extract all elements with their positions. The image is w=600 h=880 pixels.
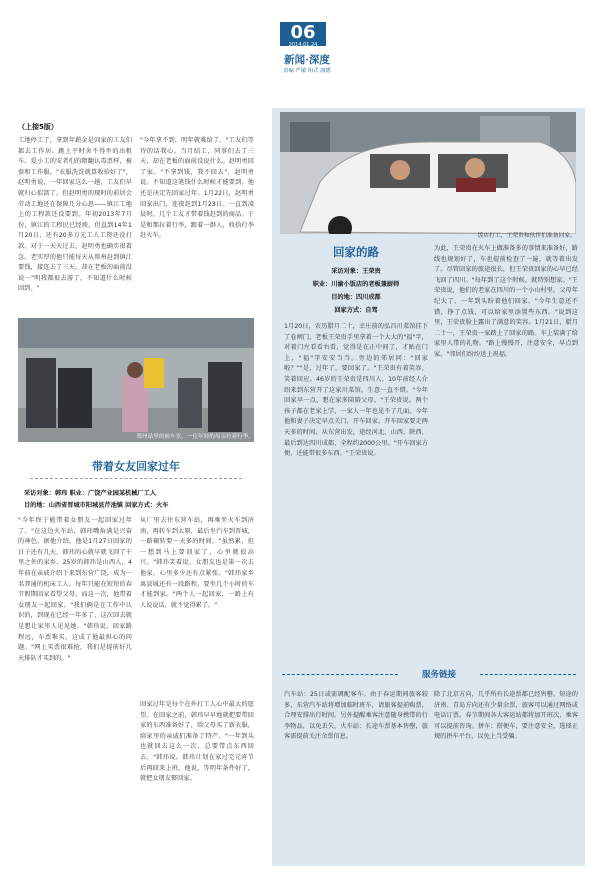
interview-info-line: 目的地：山西省晋城市阳城县芹池镇 回家方式：火车 [24, 502, 169, 509]
story-col2-text: 为此，王荣贵在火车上做准备多的事情来准备好，路线也规划好了，车也提前检查了一遍，就等着出发了。尽管回家的旅途很长，但王荣贵回家的心早已经飞回了四川。"每年到了这个时候，就特别想家。"王荣贵说，他们的老家在四川的一个小山村里，父母年纪大了，一年到头盼着他们回家。"今年生意还不错，挣了点钱，可以给家里添置些东西。"说到这里，王荣贵脸上露出了满意的笑容。1月21日，腊月二十一，王荣贵一家踏上了回家的路。车上装满了给家里人带的礼物。"路上慢慢开，注意安全，早点到家。"邻居们纷纷送上祝福。 [434, 245, 578, 358]
service-col1-text: 汽车站：25日或需调配客车。由于春运期间旅客较多，东营汽车站将增加临时班车，请旅客提前购票，合理安排出行时间。另外提醒乘客注意随身携带的行李物品，以免丢失。火车站：长途车票基本售罄，旅客需提前关注余票信息。 [284, 691, 428, 741]
divider [30, 478, 242, 480]
story-title: 回家的路 [333, 245, 379, 259]
continued-label: （上接5版） [18, 123, 58, 131]
train-station-photo [18, 318, 254, 442]
left-col2-text: "今年拿不到，明年就难给了。"工友们等待的话我心。当月结工，同事们去了三天，却在老板的面前没说什么。赵明勇回了家。"不拿到钱，我不回去"，赵明勇说。不知道这笔钱什么时候才能要到，他还是决定先回家过年。1月22日，赵明勇回家出门，连夜赶到1月23日。一直到凌晨时，几个工友才带着钱赶到的商品。于是和那拉着行李，跟着一群人，收拾行李赶火车。 [140, 137, 254, 240]
left-story-col3: 回家过年是每个在外打工人心中最大的愿望。在回家之前，韩玮早早地就把要带回家的东西准备好了，给父母买了新衣服，给家里的亲戚们准备了特产。"一年到头也就回去这么一次，总要带点东西回去。"韩玮说。韩玮计划在家过完元宵节后再回来上班，他说，等明年条件好了，就把女朋友娶回家。 [140, 701, 254, 783]
divider [282, 674, 398, 676]
story-title: 带着女友回家过年 [92, 460, 180, 473]
photo-caption: 郑州站里的候车室，一位年轻的母亲拉着行李。 [136, 434, 254, 440]
service-link-heading: 服务链接 [421, 670, 456, 680]
issue-date: 2014.01.24 [288, 42, 318, 48]
interview-info-line: 采访对象：王荣贵 [331, 268, 381, 275]
left-story-col1: "今年终于能带着女朋友一起回家过年了。"在这边火车站，韩玮嘴角满是兴奋的神色。据他介绍，他是1月27日回家的日子还有几天，韩玮的心就早就飞回了千里之外的家乡。25岁的韩玮是山西人，4年前在亲戚介绍下来到东营广饶，成为一名普通的机床工人。每年只能在短短的春节假期回家看望父母，而这一次，他带着女朋友一起回家。"我们俩是在工作中认识的，到现在已经一年多了，这次回去就是想让家里人见见她。"韩玮说。回家路程远，车票难买，这成了他最担心的问题。"网上买票很难抢，我们是提前好几天排队才买到的。" [18, 517, 132, 662]
divider [480, 674, 576, 676]
left-story-col2: 从厂里去往东营车站，再乘坐火车到济南，再转车到太原，最后坐汽车到晋城，一路辗转要一天多的时间。"虽然累，但一想到马上要回家了，心里就很高兴。"韩玮笑着说，女朋友也是第一次去他家，心里多少还有点紧张。"韩玮家乡离县城还有一段路程，要坐几个小时的车才能到家。"两个人一起回家，一路上有人说说话，就不觉得累了。" [140, 517, 254, 609]
interview-info-line: 目的地：四川成都 [331, 294, 381, 301]
photo-caption: 饭店打工，王荣贵和伙伴们准备回家。 [477, 233, 576, 239]
story-col1-text: 1月20日，农历腊月二十，幸庄前的弘昌川菜馆挂下了卷闸门，老板王荣贵手里拿着一个大大的"福"字，对着门左看看右看，觉得是在正中间了，才贴在门上，"福"字安安当当。旁边的邻居问："回家啦？""是，过年了，要回家了。"王荣贵有着笑容，笑着回应。46岁的王荣贵是四川人，10年前经人介绍来到东营开了这家川菜馆，生意一直不错。"今年回家早一点，想在家多陪陪父母。"王荣贵说，两个孩子都在老家上学，一家人一年也见不了几面。今年他和妻子决定早点关门，开车回家。开车回家要走两天多的时间，从东营出发，途经河北、山西、陕西，最后到达四川成都，全程约2000公里。"开车回家方便，还能带很多东西。"王荣贵说。 [284, 323, 428, 458]
left-col1-text: 工地停工了，拿到年薪金是回家的工友们都去工作居。跳上平时舍不得坐的出租车。爱小工的安者们的隋翻认毒票样，被套和工作服。"衣服洗洗就算收拾好了"，赵明勇说，一年回家这么一趟，工友们早就归心似箭了。但赵明勇的现时的前居会劳动工地还在保障几分心思——镇江工地上的工程款还没要到。年初2013年7月份，镇江的工程民已经竣，但直到14年1月20日，还有20多万元工人工资还没打款。对于一天天过去，赵明勇也确实很着急。老实厚的他只能每天从郑州赶到镇江要钱，接连去了三天，却在老板的面前没说一"明我都很去游了，不知道什么时候回到。" [18, 137, 132, 293]
interview-info-line: 采访对象：韩玮 职业：广饶产业园某机械厂工人 [24, 490, 157, 497]
car-photo [280, 112, 576, 234]
service-col2-text: 除了北京方向，几乎所有长途票都已经售罄。短途的济南、青岛方向还有少量余票，旅客可以通过网络或电话订票。春节期间各大客运站都将加开班次，乘客可以提前咨询。拼车：搭便车，要注意安全，选择正规的拼车平台，以免上当受骗。 [434, 691, 578, 741]
section-subtitle: 责编 严敏 组式 康德 [283, 68, 331, 74]
page-number: 06 [280, 22, 326, 46]
section-title: 新闻·深度 [284, 54, 330, 66]
interview-info-line: 回家方式：自驾 [334, 307, 378, 314]
interview-info-line: 职业：川渝小饭店的老板兼厨师 [312, 281, 400, 288]
